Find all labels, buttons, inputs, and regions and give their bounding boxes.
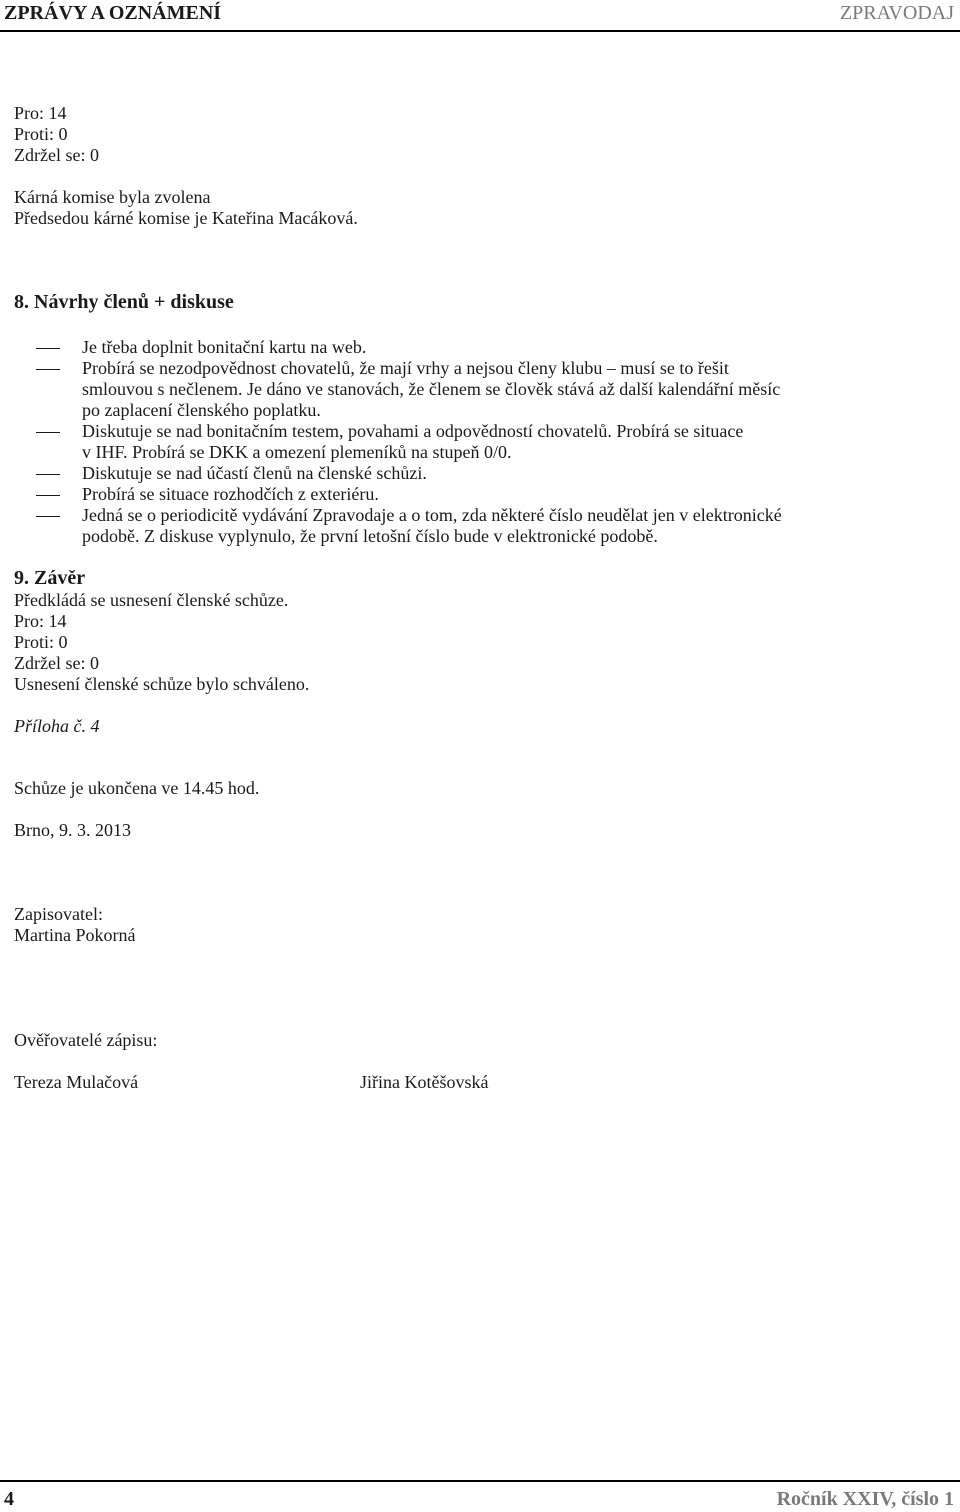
list-item-text: Diskutuje se nad účastí členů na členské schůzi. [82, 463, 427, 483]
dash-bullet [36, 432, 60, 433]
page-number: 4 [4, 1488, 14, 1510]
resolution-result: Usnesení členské schůze bylo schváleno. [14, 674, 310, 694]
verifier-name-2: Jiřina Kotěšovská [360, 1072, 489, 1092]
list-item-text: Probírá se nezodpovědnost chovatelů, že mají vrhy a nejsou členy klubu – musí se to řešit [82, 358, 729, 378]
dash-bullet [36, 348, 60, 349]
vote-proti: Proti: 0 [14, 124, 68, 144]
attachment-label: Příloha č. 4 [14, 716, 100, 736]
verifiers-label: Ověřovatelé zápisu: [14, 1030, 158, 1050]
list-item-text: Jedná se o periodicitě vydávání Zpravodaje a o tom, zda některé číslo neudělat jen v elektronické [82, 505, 782, 525]
place-and-date: Brno, 9. 3. 2013 [14, 820, 131, 840]
vote-zdrzel: Zdržel se: 0 [14, 145, 99, 165]
list-item-text: Probírá se situace rozhodčích z exteriéru. [82, 484, 379, 504]
header-rule [0, 30, 960, 32]
dash-bullet [36, 369, 60, 370]
dash-bullet [36, 516, 60, 517]
verifier-name-1: Tereza Mulačová [14, 1072, 139, 1092]
commission-elected: Kárná komise byla zvolena [14, 187, 211, 207]
issue-label: Ročník XXIV, číslo 1 [776, 1488, 954, 1510]
vote-zdrzel: Zdržel se: 0 [14, 653, 99, 673]
recorder-name: Martina Pokorná [14, 925, 136, 945]
section-9-heading: 9. Závěr [14, 567, 86, 589]
meeting-closing: Schůze je ukončena ve 14.45 hod. [14, 778, 260, 798]
list-item-text: po zaplacení členského poplatku. [82, 400, 321, 420]
dash-bullet [36, 495, 60, 496]
running-header-publication: ZPRAVODAJ [839, 2, 954, 24]
running-header-section: ZPRÁVY A OZNÁMENÍ [4, 2, 222, 24]
footer-rule [0, 1480, 960, 1482]
commission-chair: Předsedou kárné komise je Kateřina Macáková. [14, 208, 358, 228]
list-item-text: Je třeba doplnit bonitační kartu na web. [82, 337, 367, 357]
resolution-intro: Předkládá se usnesení členské schůze. [14, 590, 289, 610]
dash-bullet [36, 474, 60, 475]
list-item-text: smlouvou s nečlenem. Je dáno ve stanovách, že členem se člověk stává až další kalendářní měsíc [82, 379, 781, 399]
recorder-label: Zapisovatel: [14, 904, 103, 924]
vote-pro: Pro: 14 [14, 611, 67, 631]
list-item-text: Diskutuje se nad bonitačním testem, povahami a odpovědností chovatelů. Probírá se situace [82, 421, 744, 441]
section-8-heading: 8. Návrhy členů + diskuse [14, 291, 234, 313]
list-item-text: v IHF. Probírá se DKK a omezení plemeníků na stupeň 0/0. [82, 442, 512, 462]
vote-proti: Proti: 0 [14, 632, 68, 652]
list-item-text: podobě. Z diskuse vyplynulo, že první letošní číslo bude v elektronické podobě. [82, 526, 658, 546]
vote-pro: Pro: 14 [14, 103, 67, 123]
